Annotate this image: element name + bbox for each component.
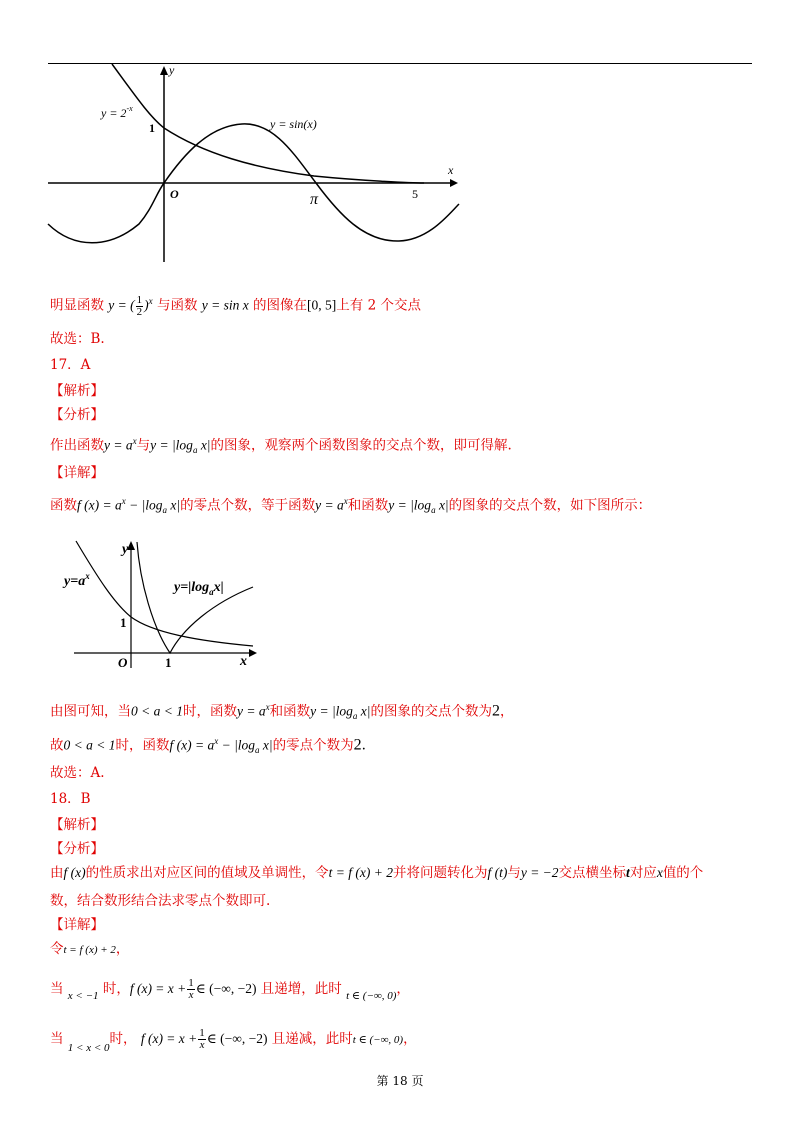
page-number: 第 18 页 [376,1074,424,1088]
figure-exp-sin [44,64,464,264]
text-line-1: 明显函数 y = ( $\frac{1}{2}$ )$^x$ 与函数 y = sin x 的图像在[0, 5]上有 2 个交点 [50,293,421,318]
x-axis-arrow [249,649,257,657]
text-line-8: 函数f $(x) = a^x - |\log_a$ x|的零点个数，等于函数$y = a^x$和函数$y = |\log_a$ x|的图象的交点个数，如下图所示： [50,496,652,516]
label-exp: $y = 2^{-x}$ [101,104,133,120]
text-line-2: 故选：B. [50,331,105,347]
curve-exp [112,64,424,183]
label-sin: y = sin(x) [270,117,317,131]
text-line-14: 【分析】 [50,841,104,857]
figure-exp-log [58,533,268,675]
tick-label-1: 1 [149,121,155,135]
origin-label: O [170,187,179,201]
tick-label-1x: 1 [165,655,172,670]
curve-exp [76,541,253,646]
text-line-16: 数，结合数形结合法求零点个数即可. [50,893,271,909]
text-line-10: 故0 < a < 1时，函数f $(x) = a^x - |\log_a$ x|的零点个数为2. [50,736,366,756]
tick-label-pi: π [310,191,319,208]
text-line-9: 由图可知，当0 < a < 1时，函数$y = a^x$和函数$y = |\log_a$ x|的图象的交点个数为2， [50,702,514,722]
text-line-3: 17．A [50,357,91,373]
text-line-18: 令t = f (x) + 2， [50,941,130,957]
fraction-half: $\frac{1}{2}$ [136,293,143,318]
axis-label-y: y [169,64,175,77]
text-line-11: 故选：A. [50,765,105,781]
fraction-one-over-x: $\frac{1}{x}$ [188,977,194,1001]
text-line-13: 【解析】 [50,817,104,833]
curve-log [137,542,253,653]
text-line-6: 作出函数$y = a^x$与$y = |\log_a$ x|的图象，观察两个函数图象的交点个数，即可得解. [50,436,512,456]
label-log: $y=|\log_ax|$ [174,580,224,597]
tick-label-5: 5 [412,187,418,201]
text-line-4: 【解析】 [50,383,104,399]
text-line-15: 由f (x)的性质求出对应区间的值域及单调性，令t = f (x) + 2并将问题转化为f (t)与y = −2交点横坐标t对应x值的个 [50,865,704,881]
label-exp: $y=a^x$ [64,571,90,589]
text-line-5: 【分析】 [50,407,104,423]
axis-label-x: x [448,163,454,177]
text-line-19: 当 $_{x < -1}$ 时，f (x) = x + $\frac{1}{x}$ ∈ (−∞, −2) 且递增，此时 $_{t \in (-\infty, 0)}$， [50,977,410,1002]
x-axis-arrow [450,179,458,187]
axis-label-y: y [122,542,129,557]
tick-label-1y: 1 [120,615,127,630]
text-line-12: 18．B [50,791,91,807]
origin-label: O [118,655,128,670]
axis-label-x: x [240,654,247,669]
text-line-7: 【详解】 [50,465,104,481]
text-line-17: 【详解】 [50,917,104,933]
text-line-20: 当 $_{1 < x < 0}$时， f (x) = x + $\frac{1}{x}$ ∈ (−∞, −2) 且递减，此时t ∈ (−∞, 0)， [50,1027,417,1054]
y-axis-arrow [160,66,168,75]
fraction-one-over-x: $\frac{1}{x}$ [199,1027,205,1051]
